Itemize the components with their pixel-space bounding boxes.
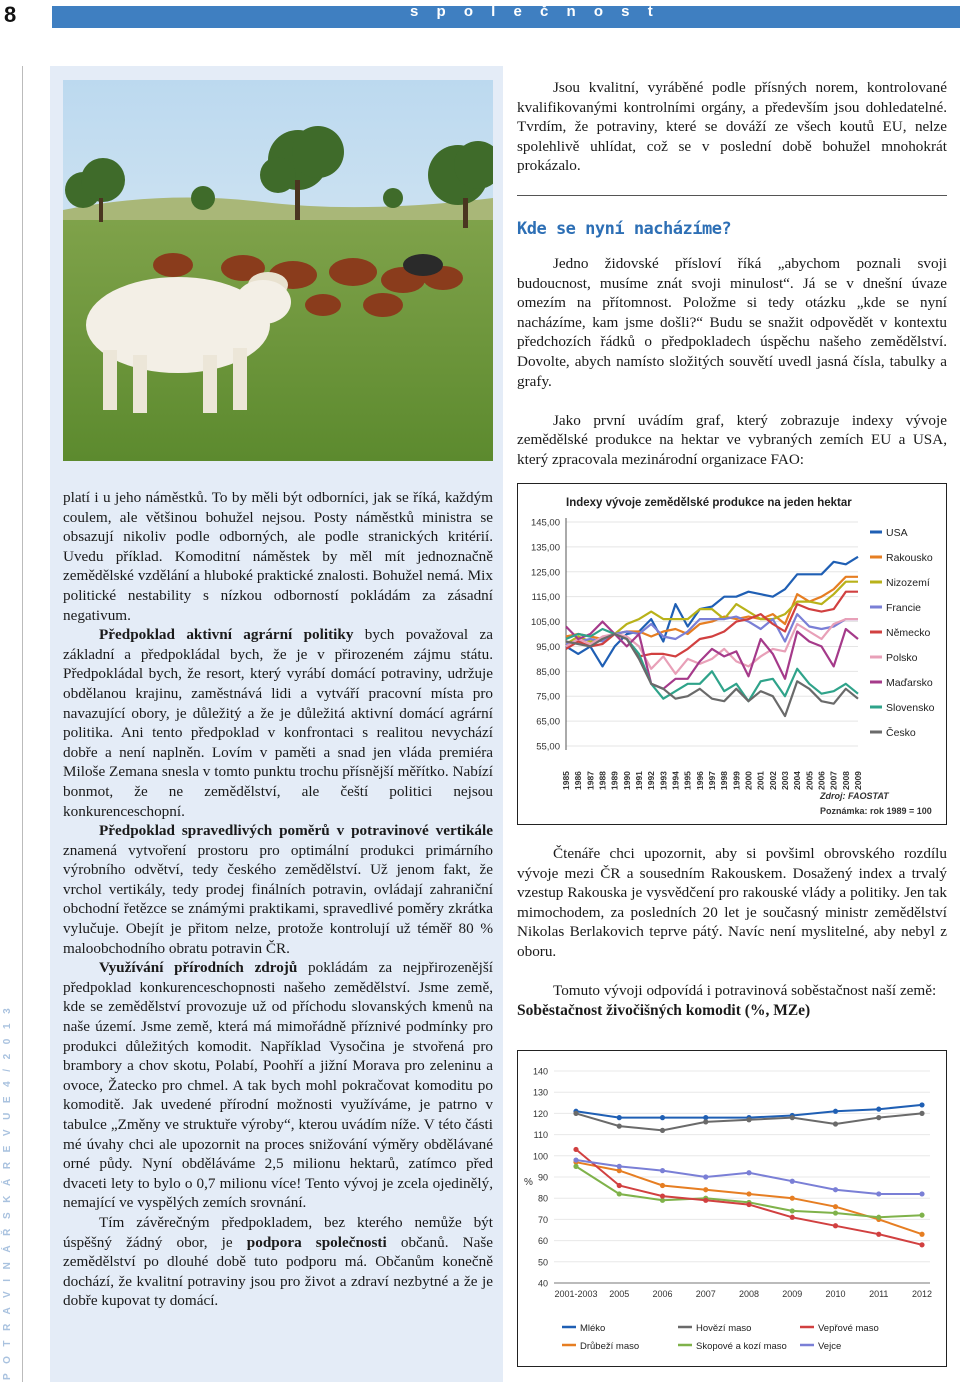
subheading-where-are-we: Kde se nyní nacházíme? — [517, 219, 732, 239]
paragraph-austria-comparison: Čtenáře chci upozornit, aby si povšiml obrovského rozdílu vývoje mezi ČR a sousedním Rakouskem. Dosažený index a trvalý vzestup Rakouska je vysvědčení pro rakouské vlády a politiky. Jen tak mimochodem, za posledních 20 let je současný ministr zemědělství Nikolas Berlakovich teprve pátý. Navíc není myslitelné, aby nebyl z oboru. — [517, 845, 947, 960]
chart2-point — [919, 1232, 924, 1237]
chart1-xtick: 1990 — [621, 771, 632, 790]
chart2-point — [876, 1215, 881, 1220]
paragraph-fao-graph-intro: Jako první uvádím graf, který zobrazuje indexy vývoje zemědělské produkce na hektar ve vybraných zemích EU a USA, který zpracovala mezinárodní organizace FAO: — [517, 411, 947, 468]
chart1-xtick: 2002 — [767, 771, 778, 790]
chart1-ytick: 85,00 — [536, 666, 560, 678]
chart2-xtick: 2007 — [695, 1289, 716, 1299]
chart2-point — [660, 1115, 665, 1120]
chart2-series-line — [576, 1149, 922, 1244]
chart1-legend-label: Česko — [886, 727, 916, 739]
chart1-ytick: 145,00 — [530, 517, 560, 529]
chart2-point — [833, 1121, 838, 1126]
chart2-ytick: 100 — [532, 1151, 548, 1162]
chart2-point — [919, 1213, 924, 1218]
chart2-point — [660, 1193, 665, 1198]
chart1-xtick: 1988 — [597, 771, 608, 790]
chart1-legend-label: Polsko — [886, 652, 918, 664]
fao-chart-svg — [518, 484, 946, 824]
text-society-a: Tím závěrečným předpokladem, bez kterého nemůže být úspěšný žádný obor, je — [63, 1213, 493, 1251]
chart2-legend-label: Drůbeží maso — [580, 1341, 640, 1352]
chart2-point — [746, 1202, 751, 1207]
chart2-point — [790, 1208, 795, 1213]
chart1-xtick: 1993 — [658, 771, 669, 790]
chart2-point — [833, 1223, 838, 1228]
chart1-ytick: 75,00 — [536, 691, 560, 703]
chart2-point — [833, 1210, 838, 1215]
chart1-legend-label: Maďarsko — [886, 677, 933, 689]
paragraph-society-support — [63, 1213, 493, 1311]
self-sufficiency-heading: Soběstačnost živočišných komodit (%, MZe) — [517, 1001, 811, 1019]
chart1-xtick: 1989 — [609, 771, 620, 790]
paragraph-fair-conditions — [63, 821, 493, 958]
chart2-xtick: 2006 — [652, 1289, 673, 1299]
section-title: s p o l e č n o s t — [410, 3, 660, 20]
chart1-source: Zdroj: FAOSTAT — [820, 791, 889, 801]
chart2-point — [703, 1198, 708, 1203]
fao-production-index-chart — [517, 483, 947, 825]
chart2-xtick: 2001-2003 — [554, 1289, 598, 1299]
chart2-ytick: 140 — [532, 1066, 548, 1077]
chart1-xtick: 2005 — [804, 771, 815, 790]
chart1-legend-label: Německo — [886, 627, 931, 639]
chart2-point — [790, 1196, 795, 1201]
chart2-ytick: 90 — [537, 1172, 548, 1183]
text-society-b: občanů. Naše zemědělství po dlouhé době tuto podporu má. Občanům konečně dochází, že kvalitní potraviny jsou pro život a zdraví nezbytné a že je dobře kupovat ty domácí. — [63, 1233, 494, 1310]
chart2-point — [703, 1187, 708, 1192]
paragraph-natural-resources — [63, 958, 493, 1213]
chart1-xtick: 1996 — [694, 771, 705, 790]
chart1-xtick: 2006 — [816, 771, 827, 790]
section-rule — [517, 195, 947, 196]
chart1-xtick: 1994 — [670, 771, 681, 790]
text-natural-resources: pokládám za nejpřirozenější předpoklad konkurenceschopnosti našeho zemědělství. Jsme země, kde se zemědělství provozuje už od příchodu slovanských kmenů na naše území. Jsme země, která má mimořádně příznivé podmínky pro produkci důležitých komodit. Například Vysočina je stvořená pro brambory a chov skotu, Polabí, Poohří a jižní Morava pro zeleninu a ovoce, Žatecko pro chmel. A tak bych mohl pokračovat komoditu po komoditě. Jak uvedené přírodní možnosti využíváme, je patrno v tabulce „Změny ve struktuře výroby“, kterou uvádím níže. V této části mé úvahy chci ale upozornit na proces snižování výměry obdělávané orné půdy. Nyní obděláváme 2,5 milionu hektarů, zatímco před dvaceti lety to bylo o 0,7 milionu více! Tento vývoj je zcela ojedinělý, nemající ve vyspělých zemích srovnání. — [63, 959, 493, 1212]
chart1-xtick: 1985 — [561, 771, 571, 790]
chart2-point — [919, 1102, 924, 1107]
right-bottom-text — [517, 844, 947, 1020]
chart1-legend-label: USA — [886, 527, 908, 539]
page-header — [0, 0, 960, 30]
left-column-text — [63, 488, 493, 1311]
chart2-ytick: 80 — [537, 1193, 548, 1204]
chart2-point — [833, 1109, 838, 1114]
self-sufficiency-chart-svg — [518, 1051, 946, 1366]
right-top-text — [517, 254, 947, 470]
chart2-point — [746, 1117, 751, 1122]
chart1-ytick: 55,00 — [536, 741, 560, 753]
chart2-point — [617, 1124, 622, 1129]
paragraph-quality: Jsou kvalitní, vyráběné podle přísných norem, kontrolované kvalifikovanými kontrolními orgány, a především jsou dohledatelné. Tvrdím, že potraviny, které se dováží ze všech koutů EU, nelze spolehlivě uhlídat, což se v poslední době bohužel mnohokrát prokázalo. — [517, 79, 947, 175]
chart2-point — [703, 1119, 708, 1124]
chart2-legend-label: Vepřové maso — [818, 1323, 879, 1334]
chart2-point — [703, 1174, 708, 1179]
cattle-pasture-photo — [63, 80, 493, 461]
chart2-point — [876, 1232, 881, 1237]
chart2-legend-label: Mléko — [580, 1323, 606, 1334]
chart1-ytick: 95,00 — [536, 641, 560, 653]
chart2-xtick: 2010 — [825, 1289, 846, 1299]
bold-agrarian-policy: Předpoklad aktivní agrární politiky — [99, 626, 354, 644]
chart2-ytick: 120 — [532, 1108, 548, 1119]
chart2-ytick: 70 — [537, 1214, 548, 1225]
chart2-point — [660, 1183, 665, 1188]
chart2-xtick: 2009 — [782, 1289, 803, 1299]
chart1-ytick: 135,00 — [530, 542, 560, 554]
chart1-legend-label: Francie — [886, 602, 922, 614]
chart2-ytick: 110 — [533, 1130, 548, 1141]
chart2-ytick: 50 — [537, 1257, 548, 1268]
chart1-xtick: 1987 — [585, 771, 596, 790]
chart2-point — [617, 1115, 622, 1120]
chart1-xtick: 2007 — [828, 771, 839, 790]
chart2-point — [876, 1107, 881, 1112]
chart2-point — [617, 1191, 622, 1196]
bold-fair-conditions: Předpoklad spravedlivých poměrů v potravinové vertikále — [99, 822, 493, 840]
chart2-point — [573, 1111, 578, 1116]
chart1-xtick: 1992 — [646, 771, 657, 790]
chart1-title: Indexy vývoje zemědělské produkce na jeden hektar — [566, 497, 852, 509]
chart2-xtick: 2005 — [609, 1289, 630, 1299]
paragraph-deputies: platí i u jeho náměstků. To by měli být odborníci, jak se říká, každým coulem, ale většinou bohužel nejsou. Posty náměstků ministra se obsazují nikoliv podle odborných, ale podle stranických kritérií. Uvedu příklad. Komoditní náměstek by měl mít jednoznačně zemědělské vzdělání a hluboké praktické znalosti. Bohužel nemá. Mix politické nestability s nízkou odborností pokládám za zásadní negativum. — [63, 489, 493, 624]
chart2-ylabel: % — [524, 1177, 533, 1188]
chart2-point — [833, 1187, 838, 1192]
chart2-point — [573, 1164, 578, 1169]
chart2-point — [919, 1111, 924, 1116]
chart2-point — [876, 1191, 881, 1196]
chart2-point — [573, 1157, 578, 1162]
chart1-xtick: 2003 — [780, 771, 790, 790]
text-agrarian-policy: bych považoval za základní a předpokládal bych, že je v přirozeném zájmu státu. Předpokládal bych, že resort, který vyrábí domácí potraviny, udržuje obdělanou krajinu, zaměstnává lidi a vytváří pracovní místa pro navazující obory, je důležitý a že je důležitá aktivní domácí agrární politika. Ani tento předpoklad v konfrontaci s realitou nevychází dobře a není naplněn. Lovím v paměti a snad jen vláda premiéra Miloše Zemana snesla v tomto punktu trochu přísnější měřítko. Nabízí bonmot, že ne zemědělství, ale čeští politici nejsou konkurenceschopní. — [63, 626, 493, 820]
chart2-point — [790, 1179, 795, 1184]
chart2-ytick: 60 — [537, 1236, 548, 1247]
chart2-point — [790, 1115, 795, 1120]
chart2-ytick: 40 — [537, 1278, 548, 1289]
chart2-point — [919, 1242, 924, 1247]
chart1-legend-label: Slovensko — [886, 702, 935, 714]
chart1-ytick: 65,00 — [536, 716, 560, 728]
chart1-ytick: 105,00 — [530, 617, 560, 629]
intro-paragraph — [517, 78, 947, 176]
chart1-xtick: 1997 — [707, 771, 717, 790]
chart1-ytick: 115,00 — [531, 592, 560, 604]
chart2-point — [790, 1215, 795, 1220]
chart1-note: Poznámka: rok 1989 = 100 — [820, 806, 932, 816]
bold-society-support: podpora společnosti — [246, 1233, 387, 1251]
chart2-point — [876, 1115, 881, 1120]
bold-natural-resources: Využívání přírodních zdrojů — [99, 959, 298, 977]
chart1-xtick: 1998 — [719, 771, 730, 790]
chart1-xtick: 2001 — [755, 771, 766, 790]
margin-divider — [22, 66, 23, 1382]
chart1-xtick: 2009 — [853, 771, 863, 790]
chart2-point — [617, 1183, 622, 1188]
chart2-point — [660, 1128, 665, 1133]
self-sufficiency-chart — [517, 1050, 947, 1367]
chart2-point — [746, 1170, 751, 1175]
chart2-point — [660, 1168, 665, 1173]
chart1-ytick: 125,00 — [530, 567, 560, 579]
text-fair-conditions: znamená vytvoření prostoru pro optimální produkci primárního výrobního odvětví, tedy českého zemědělství. Už jenom fakt, že vrchol vertikály, tedy prodej finálních potravin, ovládají zahraniční obchodní řetězce se známými praktikami, spravedlivé poměry zkrátka vylučuje. Obejít je přitom nelze, protože kontrolují už téměř 80 % maloobchodního obratu potravin ČR. — [63, 841, 493, 957]
chart2-xtick: 2012 — [911, 1289, 933, 1299]
chart2-xtick: 2011 — [869, 1289, 889, 1299]
chart2-point — [833, 1204, 838, 1209]
chart1-series-line-slovensko — [566, 629, 858, 701]
chart2-ytick: 130 — [532, 1087, 548, 1098]
chart1-xtick: 1991 — [634, 771, 644, 790]
journal-sidebar-label: P O T R A V I N Á Ř S K Á R E V U E 4 / 2 0 1 3 — [2, 1004, 13, 1380]
chart1-xtick: 1999 — [731, 771, 742, 790]
chart1-xtick: 1986 — [573, 771, 584, 790]
chart2-point — [919, 1191, 924, 1196]
paragraph-self-sufficiency: Tomuto vývoji odpovídá i potravinová soběstačnost naší země: — [553, 982, 937, 1000]
chart1-xtick: 2004 — [792, 771, 803, 790]
chart2-point — [573, 1147, 578, 1152]
page-number: 8 — [4, 2, 17, 27]
chart1-legend-label: Nizozemí — [886, 577, 930, 589]
chart2-xtick: 2008 — [738, 1289, 760, 1299]
chart2-point — [617, 1164, 622, 1169]
chart2-point — [746, 1191, 751, 1196]
chart2-legend-label: Hovězí maso — [696, 1323, 752, 1334]
paragraph-proverb: Jedno židovské přísloví říká „abychom poznali svoji budoucnost, musíme znát svoji minulost“. Já se v dnešní úvaze omezím na přítomnost. Položme si tedy otázku „kde se nyní nacházíme, kam jsme došli?“ Budu se snažit odpovědět v kontextu předchozích řádků o předpokladech úspěchu našeho zemědělství. Dovolte, abych namísto složitých souvětí uvedl jasná čísla, tabulky a grafy. — [517, 255, 947, 390]
paragraph-agrarian-policy — [63, 625, 493, 821]
chart1-xtick: 2000 — [743, 771, 754, 790]
chart2-legend-label: Vejce — [818, 1341, 842, 1352]
chart1-xtick: 1995 — [682, 771, 693, 790]
chart1-xtick: 2008 — [840, 771, 851, 790]
chart1-legend-label: Rakousko — [886, 552, 933, 564]
chart2-legend-label: Skopové a kozí maso — [696, 1341, 787, 1352]
